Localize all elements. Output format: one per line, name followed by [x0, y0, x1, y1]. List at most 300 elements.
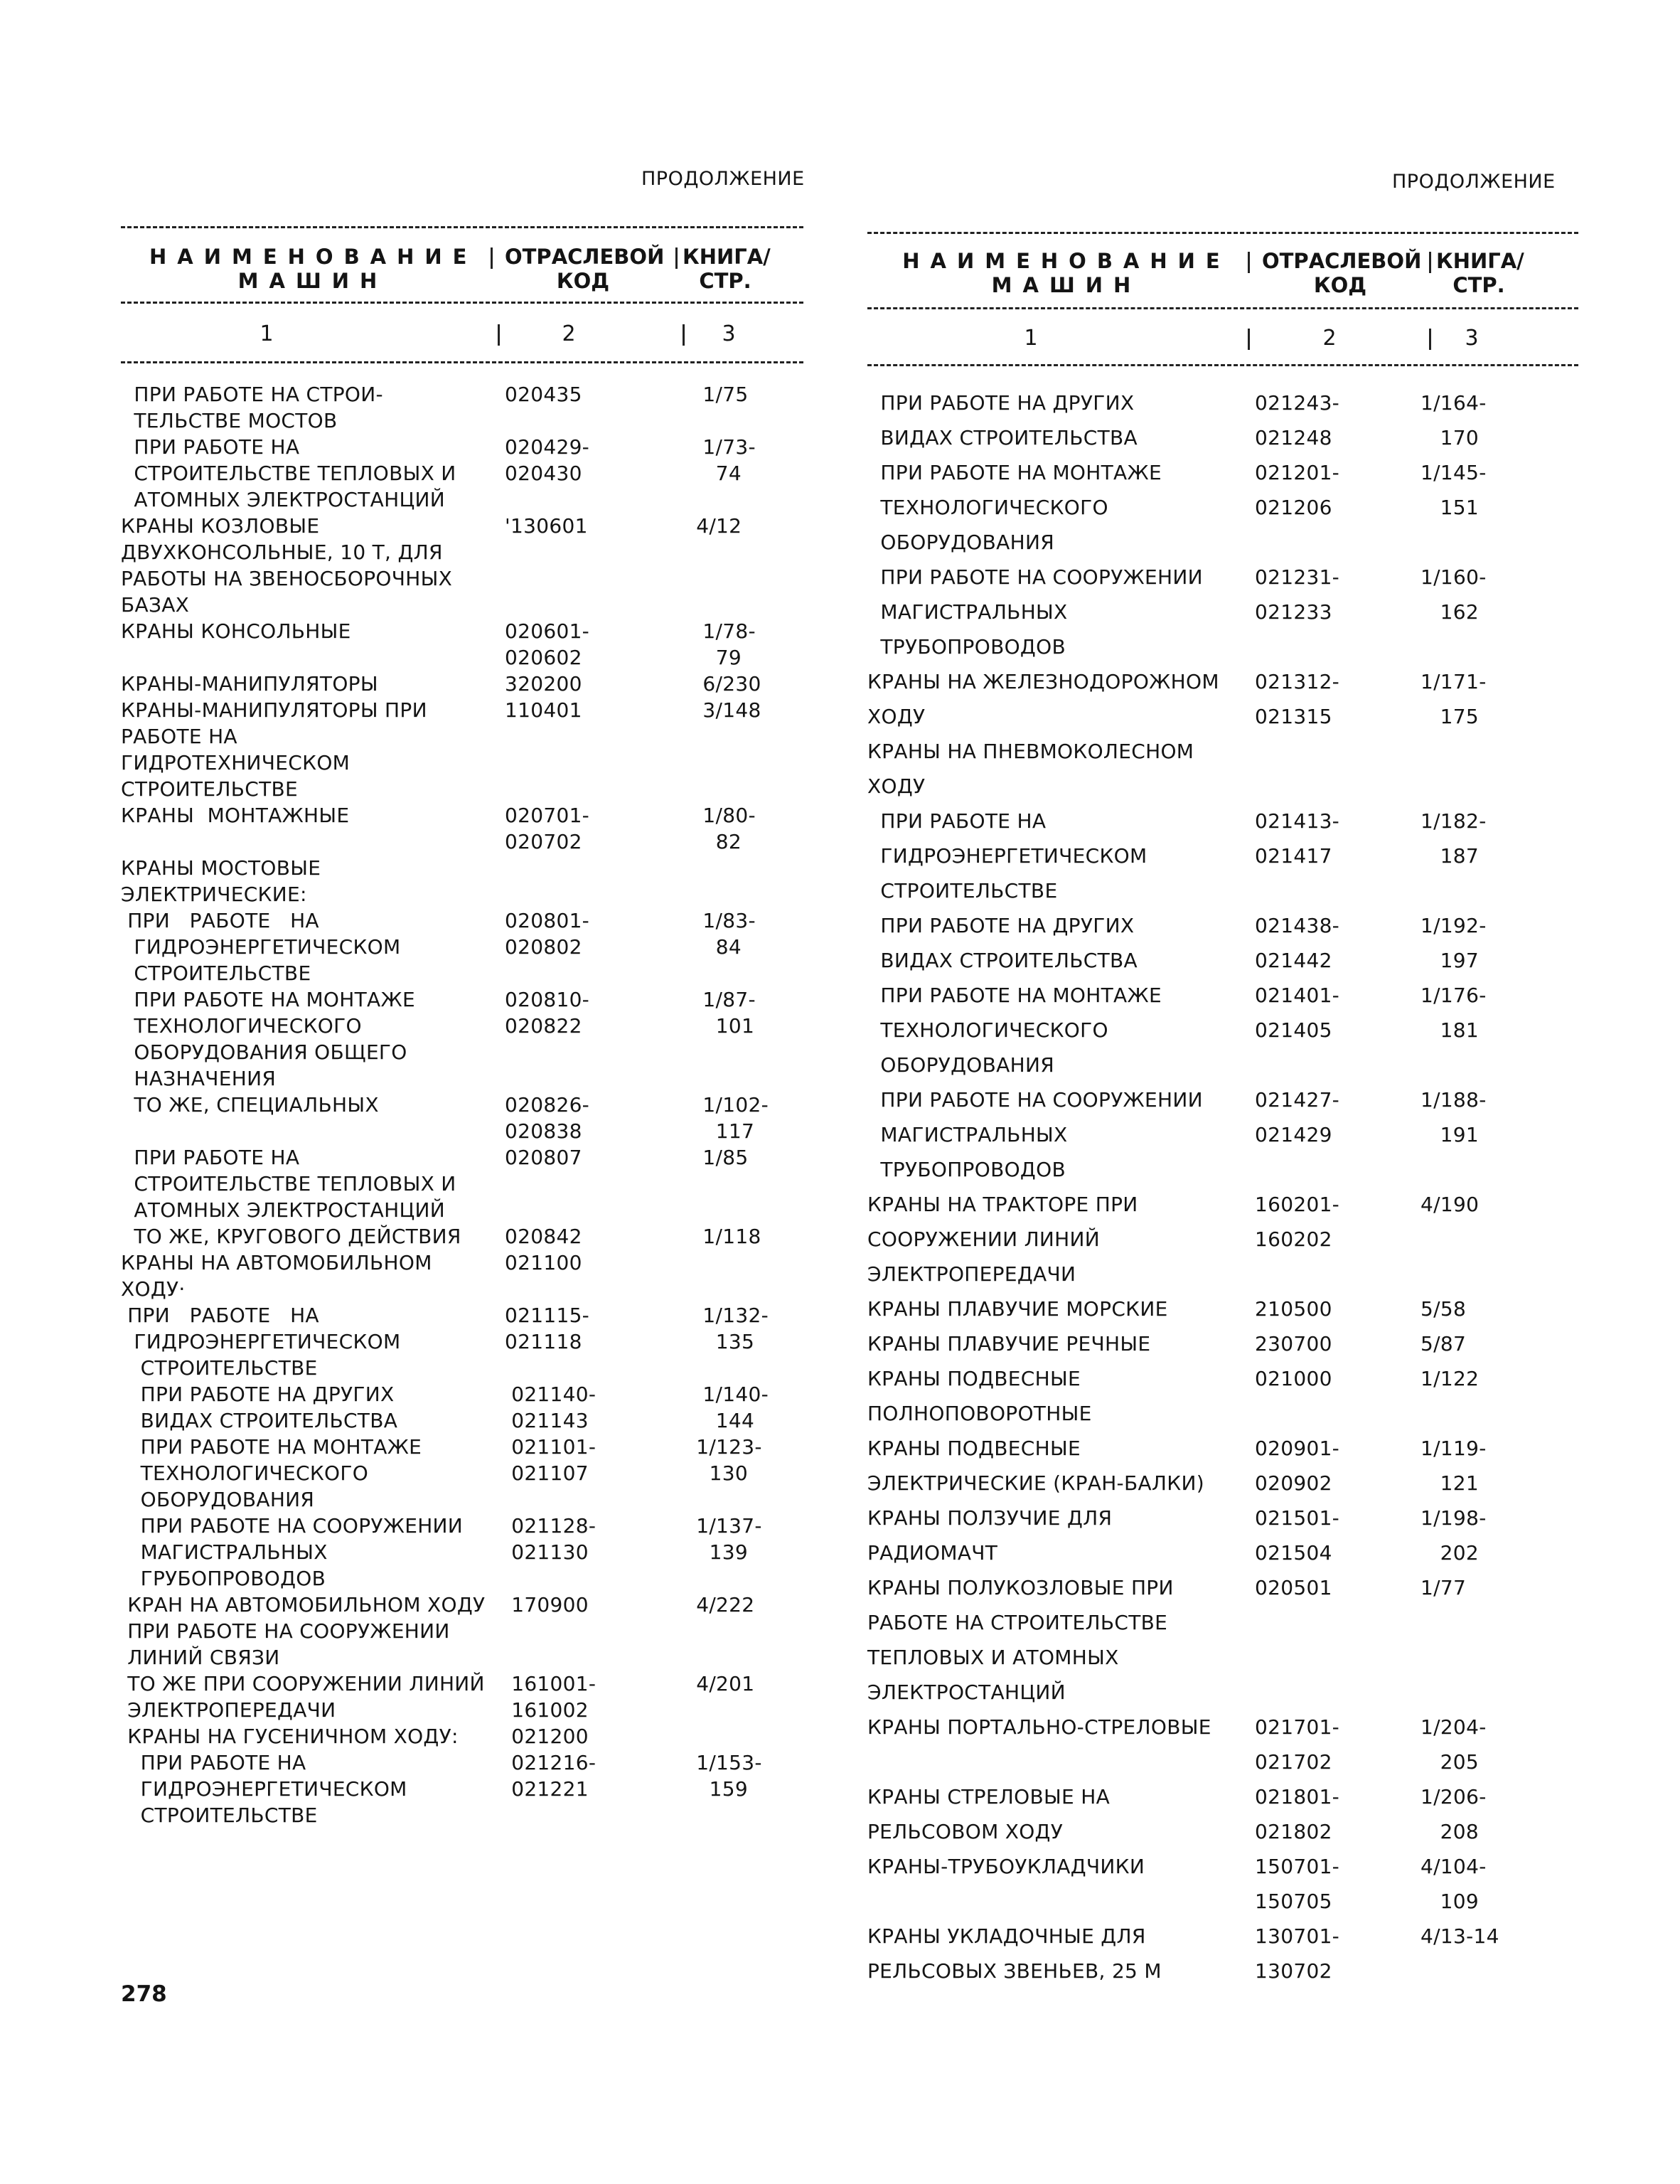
book-page-cell: 1/123-: [690, 1435, 762, 1459]
industry-code-cell: 021405: [1255, 1018, 1332, 1042]
machine-name-cell: ТЕХНОЛОГИЧЕСКОГО: [121, 1461, 369, 1485]
table-row: [121, 1539, 803, 1565]
machine-name-cell: КРАНЫ ПОДВЕСНЫЕ: [867, 1437, 1081, 1460]
machine-name-cell: КРАНЫ НА АВТОМОБИЛЬНОМ: [121, 1251, 432, 1274]
table-row: [121, 565, 803, 592]
table-row: [867, 1048, 1578, 1082]
header-separator: [498, 324, 500, 346]
table-rule-header: [867, 307, 1578, 309]
table-row: [867, 1257, 1578, 1291]
machine-name-cell: [867, 1884, 874, 1919]
book-page-cell: 1/122: [1420, 1367, 1480, 1390]
header-code-line1: ОТРАСЛЕВОЙ: [1262, 249, 1422, 273]
book-page-cell: 1/73-: [690, 435, 756, 459]
book-page-cell: 1/182-: [1420, 809, 1487, 833]
book-page-cell: 117: [690, 1119, 755, 1143]
book-page-cell: 1/171-: [1420, 670, 1487, 693]
table-row: [867, 525, 1578, 560]
table-row: [867, 1431, 1578, 1466]
industry-code-cell: 130702: [1255, 1959, 1332, 1983]
table-row: [121, 1039, 803, 1065]
machine-name-cell: ДВУХКОНСОЛЬНЫЕ, 10 Т, ДЛЯ: [121, 540, 443, 564]
table-row: [121, 1513, 803, 1539]
machine-name-cell: КРАНЫ НА ЖЕЛЕЗНОДОРОЖНОМ: [867, 670, 1219, 693]
book-page-cell: 5/87: [1420, 1332, 1467, 1355]
book-page-cell: 135: [690, 1330, 755, 1353]
industry-code-cell: 021221: [505, 1777, 589, 1801]
book-page-cell: 1/119-: [1420, 1437, 1487, 1460]
table-row: [867, 1919, 1578, 1954]
industry-code-cell: 021216-: [505, 1751, 596, 1774]
table-row: [867, 1710, 1578, 1744]
book-page-cell: 170: [1420, 426, 1479, 449]
industry-code-cell: 021128-: [505, 1514, 596, 1538]
industry-code-cell: 021802: [1255, 1820, 1332, 1843]
table-row: [867, 1954, 1578, 1988]
machine-name-cell: ПРИ РАБОТЕ НА ДРУГИХ: [121, 1383, 395, 1406]
industry-code-cell: 020807: [505, 1146, 582, 1169]
machine-name-cell: ТЕЛЬСТВЕ МОСТОВ: [121, 409, 338, 432]
table-row: [121, 1434, 803, 1460]
book-page-cell: 121: [1420, 1471, 1479, 1495]
book-page-cell: 1/153-: [690, 1751, 762, 1774]
machine-name-cell: КРАНЫ МОСТОВЫЕ: [121, 856, 321, 880]
machine-name-cell: ПОЛНОПОВОРОТНЫЕ: [867, 1402, 1092, 1425]
table-row: [121, 1118, 803, 1144]
table-row: [121, 1302, 803, 1328]
machine-name-cell: БАЗАХ: [121, 593, 190, 617]
industry-code-cell: 021118: [505, 1330, 582, 1353]
book-page-cell: 74: [690, 462, 742, 485]
table-row: [867, 1744, 1578, 1779]
table-row: [121, 1460, 803, 1486]
book-page-cell: 181: [1420, 1018, 1479, 1042]
industry-code-cell: 170900: [505, 1593, 589, 1616]
book-page-cell: 151: [1420, 496, 1479, 519]
left-table-body: [121, 381, 803, 1828]
table-row: [867, 804, 1578, 838]
table-row: [121, 750, 803, 776]
header-code-line2: КОД: [556, 269, 610, 293]
industry-code-cell: 021130: [505, 1540, 589, 1564]
book-page-cell: 3/148: [690, 698, 761, 722]
header-separator: [1248, 329, 1250, 350]
machine-name-cell: АТОМНЫХ ЭЛЕКТРОСТАНЦИЙ: [121, 488, 445, 511]
table-row: [121, 1355, 803, 1381]
table-row: [867, 699, 1578, 734]
table-row: [121, 460, 803, 486]
book-page-cell: 4/12: [690, 514, 742, 538]
industry-code-cell: 021201-: [1255, 461, 1340, 484]
table-row: [121, 381, 803, 407]
book-page-cell: 4/13-14: [1420, 1924, 1499, 1948]
table-row: [121, 907, 803, 934]
industry-code-cell: 021101-: [505, 1435, 596, 1459]
table-row: [867, 769, 1578, 804]
machine-name-cell: ХОДУ: [867, 774, 926, 798]
industry-code-cell: 020902: [1255, 1471, 1332, 1495]
machine-name-cell: ТО ЖЕ ПРИ СООРУЖЕНИИ ЛИНИЙ: [121, 1672, 485, 1695]
table-row: [121, 1565, 803, 1592]
industry-code-cell: 020810-: [505, 988, 590, 1011]
machine-name-cell: КРАНЫ-МАНИПУЛЯТОРЫ ПРИ: [121, 698, 427, 722]
table-row: [867, 455, 1578, 490]
machine-name-cell: РЕЛЬСОВОМ ХОДУ: [867, 1820, 1064, 1843]
machine-name-cell: НАЗНАЧЕНИЯ: [121, 1067, 277, 1090]
machine-name-cell: ГИДРОЭНЕРГЕТИЧЕСКОМ: [867, 844, 1147, 868]
table-row: [121, 1197, 803, 1223]
industry-code-cell: 020822: [505, 1014, 582, 1038]
table-row: [121, 1486, 803, 1513]
table-row: [867, 1361, 1578, 1396]
industry-code-cell: 110401: [505, 698, 582, 722]
table-row: [121, 1749, 803, 1776]
table-row: [121, 776, 803, 802]
book-page-cell: 208: [1420, 1820, 1479, 1843]
table-row: [867, 1675, 1578, 1710]
industry-code-cell: 020501: [1255, 1576, 1332, 1599]
industry-code-cell: 021413-: [1255, 809, 1340, 833]
table-row: [867, 1779, 1578, 1814]
book-page-cell: 1/132-: [690, 1304, 769, 1327]
industry-code-cell: 230700: [1255, 1332, 1332, 1355]
header-name-line2: МАШИН: [237, 269, 388, 293]
machine-name-cell: КРАНЫ-ТРУБОУКЛАДЧИКИ: [867, 1855, 1145, 1878]
industry-code-cell: 021206: [1255, 496, 1332, 519]
book-page-cell: 175: [1420, 705, 1479, 728]
machine-name-cell: КРАНЫ НА ГУСЕНИЧНОМ ХОДУ:: [121, 1725, 459, 1748]
table-row: [121, 934, 803, 960]
book-page-cell: 139: [690, 1540, 748, 1564]
machine-name-cell: КРАНЫ МОНТАЖНЫЕ: [121, 804, 350, 827]
machine-name-cell: КРАН НА АВТОМОБИЛЬНОМ ХОДУ: [121, 1593, 486, 1616]
industry-code-cell: 210500: [1255, 1297, 1332, 1321]
machine-name-cell: РАБОТЫ НА ЗВЕНОСБОРОЧНЫХ: [121, 567, 453, 590]
header-separator: [683, 324, 685, 346]
header-book-line1: КНИГА/: [1436, 249, 1524, 273]
machine-name-cell: ОБОРУДОВАНИЯ ОБЩЕГО: [121, 1040, 407, 1064]
table-row: [867, 908, 1578, 943]
table-row: [121, 855, 803, 881]
table-row: [121, 407, 803, 434]
industry-code-cell: 021701-: [1255, 1715, 1340, 1739]
machine-name-cell: ПРИ РАБОТЕ НА ДРУГИХ: [867, 914, 1135, 937]
table-row: [867, 664, 1578, 699]
machine-name-cell: ГИДРОЭНЕРГЕТИЧЕСКОМ: [121, 1777, 407, 1801]
table-row: [867, 490, 1578, 525]
table-row: [121, 1618, 803, 1644]
machine-name-cell: ТРУБОПРОВОДОВ: [867, 635, 1066, 659]
table-row: [867, 1291, 1578, 1326]
table-row: [121, 1802, 803, 1828]
table-row: [121, 486, 803, 513]
table-row: [121, 829, 803, 855]
industry-code-cell: 020435: [505, 383, 582, 406]
industry-code-cell: 021248: [1255, 426, 1332, 449]
machine-name-cell: ПРИ РАБОТЕ НА МОНТАЖЕ: [867, 461, 1162, 484]
book-page-cell: 1/78-: [690, 619, 756, 643]
machine-name-cell: ПРИ РАБОТЕ НА: [121, 909, 319, 932]
header-separator: [1429, 252, 1431, 273]
machine-name-cell: ПРИ РАБОТЕ НА СООРУЖЕНИИ: [867, 1088, 1203, 1112]
table-row: [121, 1065, 803, 1092]
table-row: [867, 1152, 1578, 1187]
machine-name-cell: СТРОИТЕЛЬСТВЕ ТЕПЛОВЫХ И: [121, 462, 456, 485]
industry-code-cell: 150701-: [1255, 1855, 1340, 1878]
table-row: [121, 539, 803, 565]
continuation-label: ПРОДОЛЖЕНИЕ: [1392, 171, 1556, 193]
table-row: [121, 1723, 803, 1749]
table-row: [867, 1222, 1578, 1257]
machine-name-cell: КРАНЫ-МАНИПУЛЯТОРЫ: [121, 672, 378, 696]
industry-code-cell: 021231-: [1255, 565, 1340, 589]
machine-name-cell: КРАНЫ УКЛАДОЧНЫЕ ДЛЯ: [867, 1924, 1146, 1948]
machine-name-cell: ПРИ РАБОТЕ НА: [121, 435, 300, 459]
machine-name-cell: КРАНЫ ПОРТАЛЬНО-СТРЕЛОВЫЕ: [867, 1715, 1211, 1739]
industry-code-cell: 020826-: [505, 1093, 590, 1117]
machine-name-cell: ЭЛЕКТРОПЕРЕДАЧИ: [867, 1262, 1076, 1286]
table-row: [867, 595, 1578, 629]
machine-name-cell: ПРИ РАБОТЕ НА: [867, 809, 1047, 833]
machine-name-cell: ГРУБОПРОВОДОВ: [121, 1567, 326, 1590]
machine-name-cell: [121, 829, 127, 855]
header-name-line1: НАИМЕНОВАНИЕ: [149, 245, 478, 269]
machine-name-cell: КРАНЫ НА ТРАКТОРЕ ПРИ: [867, 1193, 1138, 1216]
industry-code-cell: 020838: [505, 1119, 582, 1143]
machine-name-cell: ПРИ РАБОТЕ НА МОНТАЖЕ: [121, 1435, 422, 1459]
industry-code-cell: 020842: [505, 1225, 582, 1248]
industry-code-cell: 021107: [505, 1461, 589, 1485]
book-page-cell: 1/85: [690, 1146, 749, 1169]
table-row: [867, 1814, 1578, 1849]
table-row: [121, 434, 803, 460]
table-row: [121, 986, 803, 1013]
book-page-cell: 1/176-: [1420, 984, 1487, 1007]
header-separator: [1429, 329, 1431, 350]
book-page-cell: 187: [1420, 844, 1479, 868]
industry-code-cell: 021438-: [1255, 914, 1340, 937]
table-row: [121, 1671, 803, 1697]
header-name-line1: НАИМЕНОВАНИЕ: [902, 249, 1231, 273]
industry-code-cell: 130701-: [1255, 1924, 1340, 1948]
industry-code-cell: 021801-: [1255, 1785, 1340, 1809]
table-rule-numbers: [121, 361, 803, 363]
book-page-cell: 4/201: [690, 1672, 755, 1695]
table-rule-top: [121, 226, 803, 228]
book-page-cell: 4/222: [690, 1593, 755, 1616]
machine-name-cell: СТРОИТЕЛЬСТВЕ ТЕПЛОВЫХ И: [121, 1172, 456, 1195]
book-page-cell: 4/190: [1420, 1193, 1480, 1216]
industry-code-cell: 021702: [1255, 1750, 1332, 1774]
table-row: [867, 629, 1578, 664]
book-page-cell: 79: [690, 646, 742, 669]
header-separator: [675, 247, 678, 269]
industry-code-cell: 020430: [505, 462, 582, 485]
table-row: [121, 1250, 803, 1276]
machine-name-cell: [121, 644, 127, 671]
machine-name-cell: РАДИОМАЧТ: [867, 1541, 998, 1565]
table-row: [867, 873, 1578, 908]
table-row: [867, 1117, 1578, 1152]
table-row: [121, 960, 803, 986]
industry-code-cell: 020429-: [505, 435, 590, 459]
column-number-3: 3: [722, 321, 736, 346]
machine-name-cell: СТРОИТЕЛЬСТВЕ: [867, 879, 1058, 902]
machine-name-cell: КРАНЫ НА ПНЕВМОКОЛЕСНОМ: [867, 740, 1194, 763]
machine-name-cell: ОБОРУДОВАНИЯ: [867, 531, 1054, 554]
machine-name-cell: ХОДУ: [867, 705, 926, 728]
table-rule-top: [867, 232, 1578, 234]
column-number-2: 2: [562, 321, 576, 346]
machine-name-cell: ОБОРУДОВАНИЯ: [867, 1053, 1054, 1077]
table-row: [121, 618, 803, 644]
industry-code-cell: 021312-: [1255, 670, 1340, 693]
book-page-cell: 1/192-: [1420, 914, 1487, 937]
table-row: [121, 881, 803, 907]
machine-name-cell: ТЕПЛОВЫХ И АТОМНЫХ: [867, 1646, 1119, 1669]
industry-code-cell: 021417: [1255, 844, 1332, 868]
industry-code-cell: 020802: [505, 935, 582, 959]
book-page-cell: 1/80-: [690, 804, 756, 827]
table-row: [121, 1644, 803, 1671]
table-row: [121, 1381, 803, 1407]
industry-code-cell: 150705: [1255, 1890, 1332, 1913]
table-row: [121, 1776, 803, 1802]
machine-name-cell: КРАНЫ ПЛАВУЧИЕ РЕЧНЫЕ: [867, 1332, 1151, 1355]
column-number-3: 3: [1465, 326, 1479, 351]
table-row: [867, 734, 1578, 769]
machine-name-cell: ПРИ РАБОТЕ НА: [121, 1304, 319, 1327]
machine-name-cell: РЕЛЬСОВЫХ ЗВЕНЬЕВ, 25 М: [867, 1959, 1162, 1983]
table-row: [121, 1171, 803, 1197]
table-row: [121, 671, 803, 697]
continuation-label: ПРОДОЛЖЕНИЕ: [641, 168, 805, 190]
book-page-cell: 1/188-: [1420, 1088, 1487, 1112]
table-row: [121, 723, 803, 750]
machine-name-cell: ЛИНИЙ СВЯЗИ: [121, 1646, 280, 1669]
industry-code-cell: 021233: [1255, 600, 1332, 624]
machine-name-cell: ПРИ РАБОТЕ НА: [121, 1751, 306, 1774]
machine-name-cell: ПРИ РАБОТЕ НА СООРУЖЕНИИ: [121, 1514, 464, 1538]
machine-name-cell: ХОДУ·: [121, 1277, 186, 1301]
book-page-cell: 84: [690, 935, 742, 959]
column-number-1: 1: [260, 321, 274, 346]
industry-code-cell: 161002: [505, 1698, 589, 1722]
machine-name-cell: ОБОРУДОВАНИЯ: [121, 1488, 315, 1511]
machine-name-cell: ПРИ РАБОТЕ НА СТРОИ-: [121, 383, 383, 406]
industry-code-cell: 020901-: [1255, 1437, 1340, 1460]
book-page-cell: 4/104-: [1420, 1855, 1487, 1878]
machine-name-cell: КРАНЫ ПОЛЗУЧИЕ ДЛЯ: [867, 1506, 1113, 1530]
table-row: [121, 1013, 803, 1039]
table-row: [121, 644, 803, 671]
book-page-cell: 6/230: [690, 672, 761, 696]
header-code-line1: ОТРАСЛЕВОЙ: [505, 245, 665, 269]
machine-name-cell: КРАНЫ КОЗЛОВЫЕ: [121, 514, 320, 538]
machine-name-cell: ТО ЖЕ, СПЕЦИАЛЬНЫХ: [121, 1093, 379, 1117]
machine-name-cell: ЭЛЕКТРОПЕРЕДАЧИ: [121, 1698, 336, 1722]
industry-code-cell: 021442: [1255, 949, 1332, 972]
table-row: [867, 385, 1578, 420]
table-row: [867, 1082, 1578, 1117]
machine-name-cell: ВИДАХ СТРОИТЕЛЬСТВА: [121, 1409, 398, 1432]
table-row: [867, 1466, 1578, 1501]
machine-name-cell: СТРОИТЕЛЬСТВЕ: [121, 1356, 318, 1380]
table-row: [121, 1144, 803, 1171]
table-row: [121, 1223, 803, 1250]
machine-name-cell: СООРУЖЕНИИ ЛИНИЙ: [867, 1227, 1101, 1251]
book-page-cell: 1/206-: [1420, 1785, 1487, 1809]
table-row: [121, 1276, 803, 1302]
book-page-cell: 1/137-: [690, 1514, 762, 1538]
industry-code-cell: 161001-: [505, 1672, 596, 1695]
table-row: [867, 1640, 1578, 1675]
table-row: [121, 1092, 803, 1118]
machine-name-cell: ПРИ РАБОТЕ НА СООРУЖЕНИИ: [867, 565, 1203, 589]
table-rule-header: [121, 302, 803, 304]
table-row: [121, 1592, 803, 1618]
table-row: [121, 802, 803, 829]
table-row: [867, 420, 1578, 455]
machine-name-cell: ВИДАХ СТРОИТЕЛЬСТВА: [867, 949, 1138, 972]
table-row: [867, 1013, 1578, 1048]
machine-name-cell: ГИДРОЭНЕРГЕТИЧЕСКОМ: [121, 935, 401, 959]
column-number-1: 1: [1024, 326, 1038, 351]
industry-code-cell: 020601-: [505, 619, 590, 643]
book-page-cell: 1/145-: [1420, 461, 1487, 484]
machine-name-cell: РАБОТЕ НА СТРОИТЕЛЬСТВЕ: [867, 1611, 1168, 1634]
machine-name-cell: ГИДРОЭНЕРГЕТИЧЕСКОМ: [121, 1330, 401, 1353]
table-row: [121, 513, 803, 539]
industry-code-cell: 021200: [505, 1725, 589, 1748]
book-page-cell: 1/164-: [1420, 391, 1487, 415]
table-row: [867, 838, 1578, 873]
header-book-line1: КНИГА/: [683, 245, 771, 269]
machine-name-cell: ПРИ РАБОТЕ НА ДРУГИХ: [867, 391, 1135, 415]
machine-name-cell: СТРОИТЕЛЬСТВЕ: [121, 777, 299, 801]
machine-name-cell: ТЕХНОЛОГИЧЕСКОГО: [867, 1018, 1108, 1042]
industry-code-cell: 021504: [1255, 1541, 1332, 1565]
book-page-cell: 191: [1420, 1123, 1479, 1146]
book-page-cell: 1/87-: [690, 988, 756, 1011]
machine-name-cell: ЭЛЕКТРИЧЕСКИЕ (КРАН-БАЛКИ): [867, 1471, 1204, 1495]
machine-name-cell: ГИДРОТЕХНИЧЕСКОМ: [121, 751, 351, 774]
table-row: [867, 1396, 1578, 1431]
table-row: [867, 978, 1578, 1013]
industry-code-cell: 020602: [505, 646, 582, 669]
machine-name-cell: ТО ЖЕ, КРУГОВОГО ДЕЙСТВИЯ: [121, 1225, 461, 1248]
book-page-cell: 109: [1420, 1890, 1479, 1913]
right-table-body: [867, 385, 1578, 1988]
table-row: [867, 1187, 1578, 1222]
machine-name-cell: КРАНЫ ПОДВЕСНЫЕ: [867, 1367, 1081, 1390]
column-number-2: 2: [1322, 326, 1337, 351]
machine-name-cell: ПРИ РАБОТЕ НА: [121, 1146, 300, 1169]
book-page-cell: 1/198-: [1420, 1506, 1487, 1530]
table-row: [121, 1407, 803, 1434]
industry-code-cell: 021243-: [1255, 391, 1340, 415]
book-page-cell: 202: [1420, 1541, 1479, 1565]
industry-code-cell: 160201-: [1255, 1193, 1340, 1216]
table-row: [867, 1605, 1578, 1640]
book-page-cell: 205: [1420, 1750, 1479, 1774]
table-row: [867, 1326, 1578, 1361]
industry-code-cell: 320200: [505, 672, 582, 696]
header-book-line2: СТР.: [1452, 273, 1505, 297]
book-page-cell: 159: [690, 1777, 748, 1801]
industry-code-cell: 021000: [1255, 1367, 1332, 1390]
industry-code-cell: 021315: [1255, 705, 1332, 728]
